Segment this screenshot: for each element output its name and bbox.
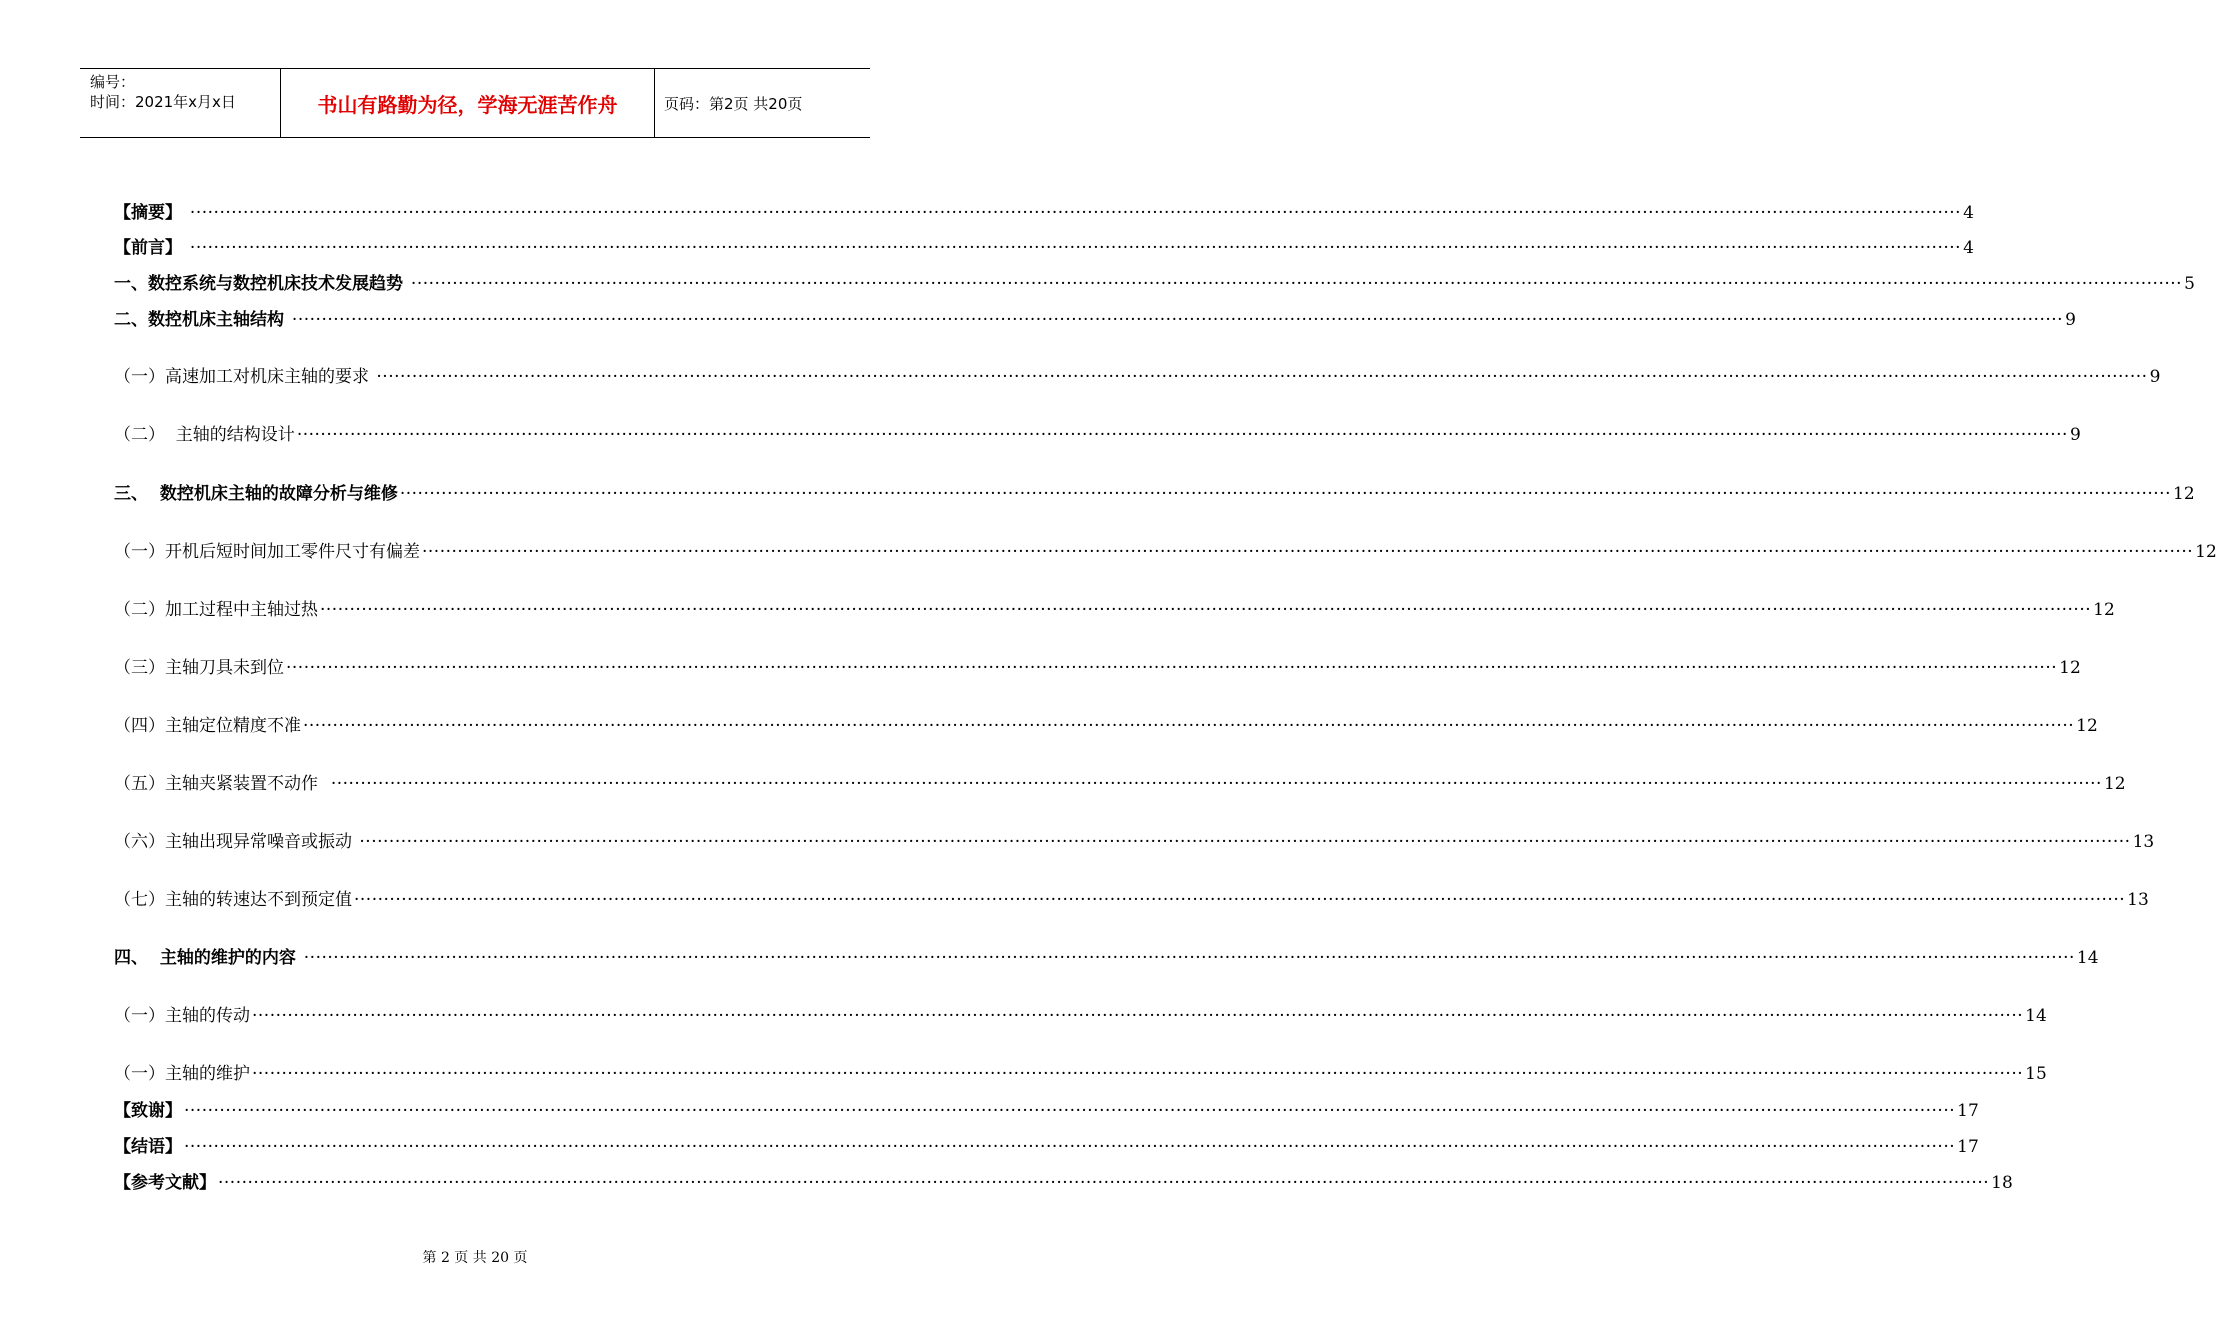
toc-leader-dots: ············································································································································································································································································································ — [422, 542, 2194, 562]
toc-entry-title: （一）主轴的维护 — [114, 1064, 250, 1084]
toc-entry-title: （四）主轴定位精度不准 — [114, 716, 301, 736]
toc-entry[interactable] — [114, 711, 2098, 737]
toc-entry-title: （一）高速加工对机床主轴的要求 — [114, 367, 375, 387]
toc-entry[interactable] — [114, 595, 2115, 621]
toc-entry[interactable] — [114, 827, 2155, 853]
toc-leader-dots: ············································································································································································································································································································ — [320, 600, 2092, 620]
toc-leader-dots: ············································································································································································································································································································ — [330, 774, 2102, 794]
toc-entry[interactable] — [114, 537, 2217, 563]
toc-entry[interactable] — [114, 420, 2081, 446]
toc-entry-page: 17 — [1957, 1101, 1979, 1121]
toc-leader-dots: ············································································································································································································································································································ — [376, 367, 2148, 387]
header-left-cell — [80, 69, 280, 137]
toc-entry-title: （一）开机后短时间加工零件尺寸有偏差 — [114, 542, 420, 562]
toc-leader-dots: ············································································································································································································································································································ — [286, 658, 2058, 678]
toc-leader-dots: ············································································································································································································································································································ — [291, 310, 2064, 330]
toc-entry-title: （二） 主轴的结构设计 — [114, 425, 295, 445]
toc-entry-page: 13 — [2132, 832, 2155, 852]
toc-entry-page: 14 — [2076, 948, 2099, 968]
toc-entry-page: 15 — [2025, 1064, 2047, 1084]
toc-entry-page: 14 — [2025, 1006, 2047, 1026]
header-motto: 书山有路勤为径，学海无涯苦作舟 — [280, 69, 655, 137]
toc-entry-title: （三）主轴刀具未到位 — [114, 658, 284, 678]
toc-entry-page: 12 — [2059, 658, 2081, 678]
toc-entry-page: 18 — [1991, 1173, 2013, 1193]
header-page-info: 页码：第2页 共20页 — [664, 94, 803, 113]
toc-entry-page: 9 — [2069, 425, 2081, 445]
toc-entry[interactable] — [114, 305, 2076, 331]
toc-entry[interactable] — [114, 269, 2195, 295]
toc-leader-dots: ············································································································································································································································································································ — [303, 716, 2075, 736]
toc-entry-title: （六）主轴出现异常噪音或振动 — [114, 832, 358, 852]
toc-entry-page: 9 — [2149, 367, 2161, 387]
document-number-label: 编号： — [90, 73, 136, 91]
toc-entry[interactable] — [114, 362, 2161, 388]
toc-leader-dots: ············································································································································································································································································································ — [184, 1137, 1956, 1157]
toc-entry[interactable] — [114, 1168, 2013, 1194]
toc-entry-title: （二）加工过程中主轴过热 — [114, 600, 318, 620]
toc-leader-dots: ············································································································································································································································································································ — [296, 425, 2068, 445]
toc-entry-title: （一）主轴的传动 — [114, 1006, 250, 1026]
toc-leader-dots: ············································································································································································································································································································ — [303, 948, 2075, 968]
toc-entry-title: 【结语】 — [114, 1137, 182, 1157]
toc-entry[interactable] — [114, 943, 2099, 969]
toc-entry[interactable] — [114, 1001, 2047, 1027]
toc-entry-page: 12 — [2076, 716, 2098, 736]
toc-leader-dots: ············································································································································································································································································································ — [354, 890, 2126, 910]
toc-leader-dots: ············································································································································································································································································································ — [252, 1006, 2024, 1026]
toc-entry-page: 13 — [2127, 890, 2149, 910]
toc-leader-dots: ············································································································································································································································································································ — [218, 1173, 1990, 1193]
toc-entry-title: （七）主轴的转速达不到预定值 — [114, 890, 352, 910]
toc-entry[interactable] — [114, 198, 1974, 224]
toc-leader-dots: ············································································································································································································································································································ — [399, 484, 2171, 504]
toc-entry-title: 【前言】 — [114, 238, 188, 258]
toc-entry-title: 一、数控系统与数控机床技术发展趋势 — [114, 274, 409, 294]
toc-entry-page: 5 — [2184, 274, 2195, 294]
toc-entry-title: 二、数控机床主轴结构 — [114, 310, 290, 330]
toc-entry-page: 12 — [2173, 484, 2195, 504]
toc-entry[interactable] — [114, 479, 2195, 505]
toc-entry-page: 17 — [1957, 1137, 1979, 1157]
toc-leader-dots: ············································································································································································································································································································ — [410, 274, 2183, 294]
toc-entry[interactable] — [114, 885, 2149, 911]
page-header — [80, 68, 870, 138]
toc-entry[interactable] — [114, 233, 1974, 259]
toc-entry-title: 四、 主轴的维护的内容 — [114, 948, 302, 968]
toc-entry-page: 12 — [2103, 774, 2126, 794]
toc-entry-title: 【摘要】 — [114, 203, 188, 223]
toc-leader-dots: ············································································································································································································································································································ — [184, 1101, 1956, 1121]
toc-leader-dots: ············································································································································································································································································································ — [359, 832, 2131, 852]
page-footer: 第 2 页 共 20 页 — [422, 1250, 528, 1266]
toc-entry-page: 9 — [2065, 310, 2076, 330]
toc-entry-title: （五）主轴夹紧装置不动作 — [114, 774, 329, 794]
toc-entry[interactable] — [114, 1096, 1979, 1122]
toc-entry[interactable] — [114, 1059, 2047, 1085]
toc-entry[interactable] — [114, 769, 2126, 795]
toc-entry[interactable] — [114, 653, 2081, 679]
document-time-label: 时间：2021年x月x日 — [90, 93, 236, 111]
toc-entry-page: 12 — [2093, 600, 2115, 620]
toc-entry-title: 【参考文献】 — [114, 1173, 216, 1193]
toc-entry-page: 4 — [1963, 238, 1974, 258]
toc-entry-title: 【致谢】 — [114, 1101, 182, 1121]
toc-entry-page: 12 — [2195, 542, 2217, 562]
toc-leader-dots: ············································································································································································································································································································ — [252, 1064, 2024, 1084]
toc-entry-page: 4 — [1963, 203, 1974, 223]
toc-leader-dots: ············································································································································································································································································································ — [189, 238, 1962, 258]
toc-entry-title: 三、 数控机床主轴的故障分析与维修 — [114, 484, 398, 504]
toc-entry[interactable] — [114, 1132, 1979, 1158]
toc-leader-dots: ············································································································································································································································································································ — [189, 203, 1962, 223]
